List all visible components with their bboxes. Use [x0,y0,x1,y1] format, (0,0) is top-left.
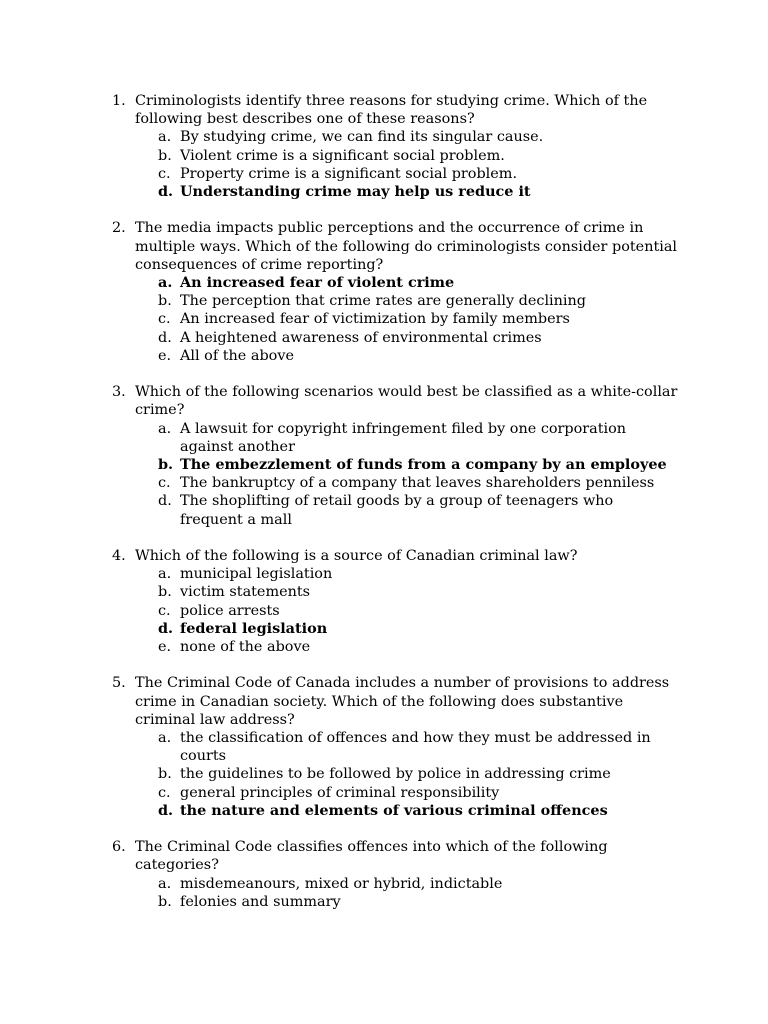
question-stem [0,674,680,729]
option-letter: d. [158,801,174,819]
answer-option [0,583,680,601]
correct-answer-option [0,456,680,474]
question-number: 2. [112,220,126,237]
answer-option [0,165,680,183]
question-text: Criminologists identify three reasons for studying crime. Which of the following best describes one of these reasons? [135,93,648,128]
option-text: felonies and summary [180,893,341,910]
option-letter: a. [158,875,172,892]
answer-option [0,474,680,492]
answer-option [0,420,680,456]
option-letter: b. [158,456,174,474]
question-text: Which of the following is a source of Canadian criminal law? [135,548,578,565]
option-text: The shoplifting of retail goods by a group of teenagers who frequent a mall [180,493,614,528]
option-text: The embezzlement of funds from a company by an employee [180,456,667,474]
option-text: municipal legislation [180,566,333,583]
option-text: Violent crime is a significant social problem. [180,147,505,164]
question-text: The Criminal Code of Canada includes a number of provisions to address crime in Canadian society. Which of the following does substantive criminal law address? [135,675,670,728]
option-text: the nature and elements of various criminal offences [180,801,608,819]
answer-option [0,147,680,165]
option-text: victim statements [180,584,311,601]
answer-option [0,492,680,528]
option-letter: b. [158,293,172,310]
question-text: The media impacts public perceptions and the occurrence of crime in multiple ways. Which of the following do criminologists consider potential consequences of crime reporting? [135,220,678,273]
option-letter: b. [158,584,172,601]
option-text: the guidelines to be followed by police in addressing crime [180,766,611,783]
option-letter: d. [158,183,174,201]
option-letter: a. [158,129,172,146]
option-text: An increased fear of victimization by family members [180,311,570,328]
option-letter: d. [158,329,172,346]
option-letter: e. [158,639,172,656]
question-stem [0,547,680,565]
option-text: A heightened awareness of environmental crimes [180,329,542,346]
question-stem [0,92,680,128]
answer-options [0,875,768,911]
question-number: 5. [112,675,126,692]
correct-answer-option [0,620,680,638]
answer-option [0,765,680,783]
option-text: Understanding crime may help us reduce it [180,183,531,201]
option-letter: b. [158,147,172,164]
option-text: none of the above [180,639,311,656]
question-number: 3. [112,384,126,401]
option-letter: a. [158,420,172,437]
answer-option [0,893,680,911]
option-letter: a. [158,730,172,747]
answer-option [0,310,680,328]
question-text: The Criminal Code classifies offences into which of the following categories? [135,839,608,874]
option-letter: b. [158,766,172,783]
answer-option [0,565,680,583]
question-stem [0,219,680,274]
question-number: 1. [112,93,126,109]
answer-option [0,329,680,347]
answer-options [0,274,768,365]
question-number: 6. [112,839,126,856]
question-3 [0,383,768,529]
option-text: The bankruptcy of a company that leaves shareholders penniless [180,475,655,492]
document-page [0,92,768,929]
option-text: By studying crime, we can find its singular cause. [180,129,544,146]
answer-option [0,875,680,893]
question-text: Which of the following scenarios would best be classified as a white-collar crime? [135,384,678,419]
answer-option [0,784,680,802]
option-letter: c. [158,602,171,619]
option-letter: b. [158,893,172,910]
correct-answer-option [0,183,680,201]
option-letter: c. [158,784,171,801]
correct-answer-option [0,802,680,820]
question-2 [0,219,768,365]
option-text: police arrests [180,602,280,619]
option-text: misdemeanours, mixed or hybrid, indictable [180,875,503,892]
answer-option [0,602,680,620]
option-letter: e. [158,347,172,364]
answer-option [0,347,680,365]
question-6 [0,838,768,911]
option-letter: a. [158,566,172,583]
option-text: federal legislation [180,619,328,637]
answer-options [0,128,768,201]
answer-options [0,565,768,656]
question-5 [0,674,768,820]
option-letter: d. [158,619,174,637]
option-text: general principles of criminal responsibility [180,784,500,801]
question-4 [0,547,768,656]
question-1 [0,92,768,201]
option-text: the classification of offences and how they must be addressed in courts [180,730,651,765]
option-text: A lawsuit for copyright infringement filed by one corporation against another [180,420,627,455]
answer-option [0,729,680,765]
answer-options [0,729,768,820]
option-letter: d. [158,493,172,510]
option-letter: c. [158,475,171,492]
answer-option [0,638,680,656]
answer-option [0,292,680,310]
question-stem [0,838,680,874]
option-text: Property crime is a significant social problem. [180,165,518,182]
option-letter: c. [158,311,171,328]
option-letter: c. [158,165,171,182]
option-text: An increased fear of violent crime [180,274,455,292]
question-number: 4. [112,548,126,565]
correct-answer-option [0,274,680,292]
option-letter: a. [158,274,173,292]
answer-option [0,128,680,146]
option-text: The perception that crime rates are generally declining [180,293,587,310]
question-stem [0,383,680,419]
answer-options [0,420,768,529]
option-text: All of the above [180,347,294,364]
